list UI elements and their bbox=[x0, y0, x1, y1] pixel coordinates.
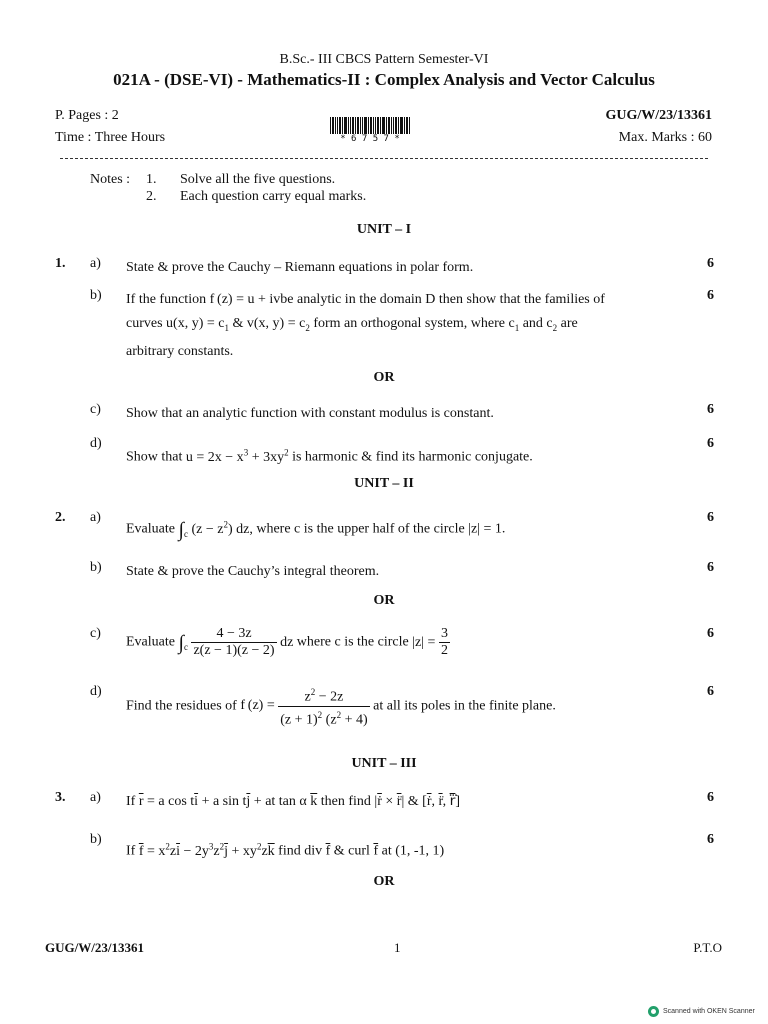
paper-title: 021A - (DSE-VI) - Mathematics-II : Complex Analysis and Vector Calculus bbox=[113, 70, 655, 89]
question-text: If the function f (z) = u + ivbe analytic in the domain D then show that the families of curves u(x, $y) = c_1$ & v(x, $y) = c_2$ form an orthogonal system, where $c_1$ and $c_2$ are arbitrary constants. bbox=[126, 292, 605, 359]
marks: 6 bbox=[707, 560, 714, 575]
unit-heading: UNIT – III bbox=[351, 756, 417, 771]
question-text: If $\overline{f} = x^2z\overline{i} - 2y^3z^2\overline{j} + xy^2z\overline{k}$ find div $\overline{f}$ & curl $\overline{f}$ at (1, -1, 1) bbox=[126, 841, 445, 859]
separator bbox=[60, 158, 708, 159]
marks: 6 bbox=[707, 436, 714, 451]
math-expr: |z| = 1. bbox=[468, 521, 506, 537]
unit-heading: UNIT – II bbox=[354, 476, 414, 491]
marks: 6 bbox=[707, 832, 714, 847]
question-text: If $\overline{r} = a$ $\cos t\overline{i} + a$ $\sin t\overline{j}$ + at tan α $\overline{k}$ then find $|\overline{ṙ}$ × r̈| & [$\overline{ṙ}$, r̈, r⃛] bbox=[126, 794, 461, 809]
page-number: 1 bbox=[394, 940, 401, 955]
question-text: State & prove the Cauchy – Riemann equations in polar form. bbox=[126, 260, 474, 275]
sub-label: d) bbox=[90, 684, 102, 699]
scanner-watermark bbox=[648, 1006, 755, 1017]
math-expr: $\overline{f} = x^2z\overline{i} - 2y^3z^2\overline{j} + xy^2z\overline{k}$ bbox=[138, 841, 275, 859]
question-number: 3. bbox=[55, 790, 66, 805]
max-marks: Max. Marks : 60 bbox=[618, 130, 712, 145]
or-divider: OR bbox=[373, 370, 395, 385]
math-expr: u(x, $y) = c_1$ & v(x, $y) = c_2$ bbox=[166, 316, 310, 333]
barcode-text: * 6 7 5 7 * bbox=[340, 134, 400, 144]
math-expr: $c_1$ and $c_2$ bbox=[508, 316, 558, 333]
unit-heading: UNIT – I bbox=[356, 222, 412, 237]
notes-label: Notes : bbox=[90, 172, 131, 187]
question-number: 2. bbox=[55, 510, 66, 525]
or-divider: OR bbox=[373, 874, 395, 889]
question-text: Show that $u = 2x - x^3 + 3xy^2$ is harmonic & find its harmonic conjugate. bbox=[126, 447, 533, 465]
marks: 6 bbox=[707, 288, 714, 303]
sub-label: a) bbox=[90, 790, 101, 805]
note-num-1: 1. bbox=[146, 172, 157, 187]
sub-label: a) bbox=[90, 510, 101, 525]
math-expr: |z| = $\frac{3}{2}$ bbox=[412, 626, 448, 658]
marks: 6 bbox=[707, 626, 714, 641]
pto-label: P.T.O bbox=[693, 940, 722, 955]
time-allowed: Time : Three Hours bbox=[55, 130, 166, 145]
marks: 6 bbox=[707, 510, 714, 525]
marks: 6 bbox=[707, 256, 714, 271]
math-expr: $u = 2x - x^3 + 3xy^2$ bbox=[185, 447, 289, 465]
question-text: Evaluate $\int_c$ $(z - z^2)$ dz, where c is the upper half of the circle |z| = 1. bbox=[126, 518, 506, 541]
or-divider: OR bbox=[373, 593, 395, 608]
marks: 6 bbox=[707, 402, 714, 417]
marks: 6 bbox=[707, 684, 714, 699]
sub-label: b) bbox=[90, 288, 102, 303]
math-expr: $\int_c$ $\frac{4 - 3z}{z(z - 1)(z - 2)}$ dz bbox=[178, 626, 294, 658]
sub-label: a) bbox=[90, 256, 101, 271]
note-text-1: Solve all the five questions. bbox=[180, 172, 336, 187]
math-expr: f (z) = u + iv bbox=[209, 292, 281, 307]
question-text: State & prove the Cauchy’s integral theorem. bbox=[126, 564, 380, 579]
math-expr: $\overline{r} = a$ $\cos t\overline{i} + a$ $\sin t\overline{j}$ + at tan α $\overline{k}$ bbox=[138, 794, 318, 809]
scanner-text: Scanned with OKEN Scanner bbox=[663, 1008, 755, 1015]
note-num-2: 2. bbox=[146, 189, 157, 204]
sub-label: b) bbox=[90, 560, 102, 575]
pages-count: P. Pages : 2 bbox=[55, 108, 119, 123]
question-text: Show that an analytic function with constant modulus is constant. bbox=[126, 406, 494, 421]
sub-label: b) bbox=[90, 832, 102, 847]
question-text: Evaluate $\int_c$ $\frac{4 - 3z}{z(z - 1)(z - 2)}$ dz where c is the circle |z| = $\frac{3}{2}$ bbox=[126, 626, 448, 658]
math-expr: f (z) = $\frac{z^2 - 2z}{(z + 1)^2 (z^2 + 4)}$ bbox=[240, 698, 369, 713]
sub-label: c) bbox=[90, 402, 101, 417]
question-text: Find the residues of f (z) = $\frac{z^2 - 2z}{(z + 1)^2 (z^2 + 4)}$ at all its poles in the finite plane. bbox=[126, 684, 686, 728]
marks: 6 bbox=[707, 790, 714, 805]
paper-code: GUG/W/23/13361 bbox=[605, 108, 712, 123]
scanner-logo-icon bbox=[648, 1006, 659, 1017]
footer-code: GUG/W/23/13361 bbox=[45, 940, 144, 955]
question-number: 1. bbox=[55, 256, 66, 271]
barcode bbox=[330, 117, 410, 134]
math-expr: $|\overline{ṙ}$ × r̈| & [$\overline{ṙ}$, r̈, r⃛] bbox=[374, 794, 461, 809]
sub-label: d) bbox=[90, 436, 102, 451]
note-text-2: Each question carry equal marks. bbox=[180, 189, 367, 204]
course-line: B.Sc.- III CBCS Pattern Semester-VI bbox=[279, 52, 489, 67]
math-expr: $\int_c$ $(z - z^2)$ dz, bbox=[178, 518, 253, 541]
sub-label: c) bbox=[90, 626, 101, 641]
